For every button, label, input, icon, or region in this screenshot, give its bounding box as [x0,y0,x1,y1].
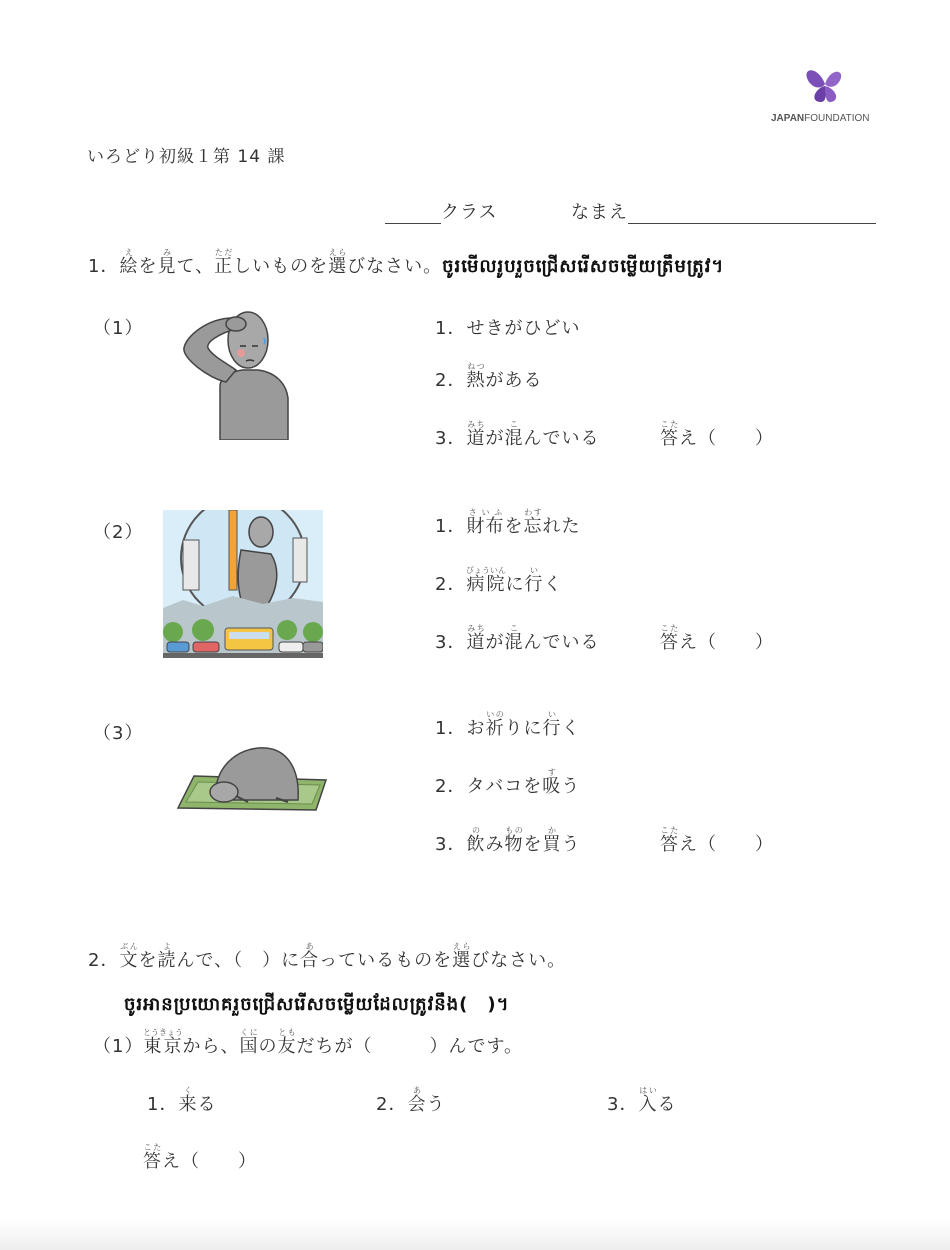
khmer-instruction: ចូរអានប្រយោគរួចជ្រើសរើសចម្លើយដែលត្រូវនឹង( )។ [124,994,510,1015]
furigana-word: 正ただ [214,248,234,277]
furigana-word: 財布さいふ [466,508,505,537]
logo-text: JAPANFOUNDATION [771,113,870,124]
furigana-word: 道みち [466,420,486,449]
answer-blank[interactable]: 答こたえ（ ） [660,826,774,855]
option-1[interactable]: 1．お祈いのりに行いく [435,710,581,739]
question-label: （1） [93,318,144,339]
furigana-word: 病院びょういん [465,566,506,595]
page-bottom-edge [0,1220,950,1250]
question-label: （3） [93,723,144,744]
section1-instruction [88,248,724,281]
furigana-word: 合あ [300,942,320,971]
furigana-word: 買か [542,826,562,855]
option-2[interactable]: 2．会あう [376,1086,446,1115]
option-3[interactable]: 3．入はいる [607,1086,677,1115]
furigana-word: 選えら [452,942,472,971]
person-praying-image [176,740,331,816]
option-3[interactable]: 3．道みちが混こんでいる [435,624,600,653]
question-label: （2） [93,522,144,543]
option-2[interactable]: 2．熱ねつがある [435,362,543,391]
furigana-word: 国くに [239,1028,259,1057]
furigana-word: 読よ [157,942,177,971]
furigana-word: 熱ねつ [466,362,486,391]
furigana-word: 選えら [328,248,348,277]
class-label: クラス [441,202,498,223]
name-blank[interactable] [628,207,876,224]
class-name-row [385,198,876,224]
option-2[interactable]: 2．タバコを吸すう [435,768,581,797]
japan-foundation-logo [771,62,870,124]
page-title: いろどり初級１第 14 課 [87,147,286,167]
option-1[interactable]: 1．来くる [147,1086,217,1115]
option-1[interactable]: 1．せきがひどい [435,318,581,339]
answer-blank[interactable]: 答こたえ（ ） [143,1143,257,1172]
option-2[interactable]: 2．病院びょういんに行いく [435,566,563,595]
furigana-word: 祈いの [485,710,505,739]
option-3[interactable]: 3．飲のみ物ものを買かう [435,826,581,855]
furigana-word: 東京とうきょう [142,1028,183,1057]
option-1[interactable]: 1．財布さいふを忘わすれた [435,508,581,537]
section-number: 1． [88,256,120,277]
furigana-word: 物もの [504,826,524,855]
answer-blank[interactable]: 答こたえ（ ） [660,420,774,449]
furigana-word: 文ぶん [119,942,139,971]
furigana-word: 混こ [504,624,524,653]
instruction-text: 文ぶんを読よんで、（ ）に合あっているものを選えらびなさい。 [119,942,567,971]
furigana-word: 会あ [407,1086,427,1115]
furigana-word: 吸す [542,768,562,797]
section2-instruction [88,942,566,972]
question2-1-text: （1）東京とうきょうから、国くにの友ともだちが（ ）んです。 [93,1028,524,1057]
name-label: なまえ [570,202,628,223]
butterfly-icon [795,62,855,107]
person-holding-head-image [178,308,293,444]
furigana-word: 見み [157,248,177,277]
furigana-word: 混こ [504,420,524,449]
option-3[interactable]: 3．道みちが混こんでいる [435,420,600,449]
furigana-word: 入はい [638,1086,658,1115]
khmer-instruction: ចូរមើលរូបរួចជ្រើសរើសចម្លើយត្រឹមត្រូវ។ [442,256,725,277]
answer-blank[interactable]: 答こたえ（ ） [660,624,774,653]
instruction-text: 絵えを見みて、正ただしいものを選えらびなさい。 [119,248,443,277]
furigana-word: 来く [178,1086,198,1115]
furigana-word: 行い [542,710,562,739]
person-on-bus-image [163,510,323,662]
furigana-word: 飲の [466,826,486,855]
furigana-word: 忘わす [523,508,543,537]
class-blank[interactable] [385,207,441,224]
furigana-word: 友とも [277,1028,297,1057]
furigana-word: 行い [524,566,544,595]
section-number: 2． [88,950,120,971]
furigana-word: 道みち [466,624,486,653]
furigana-word: 絵え [119,248,139,277]
